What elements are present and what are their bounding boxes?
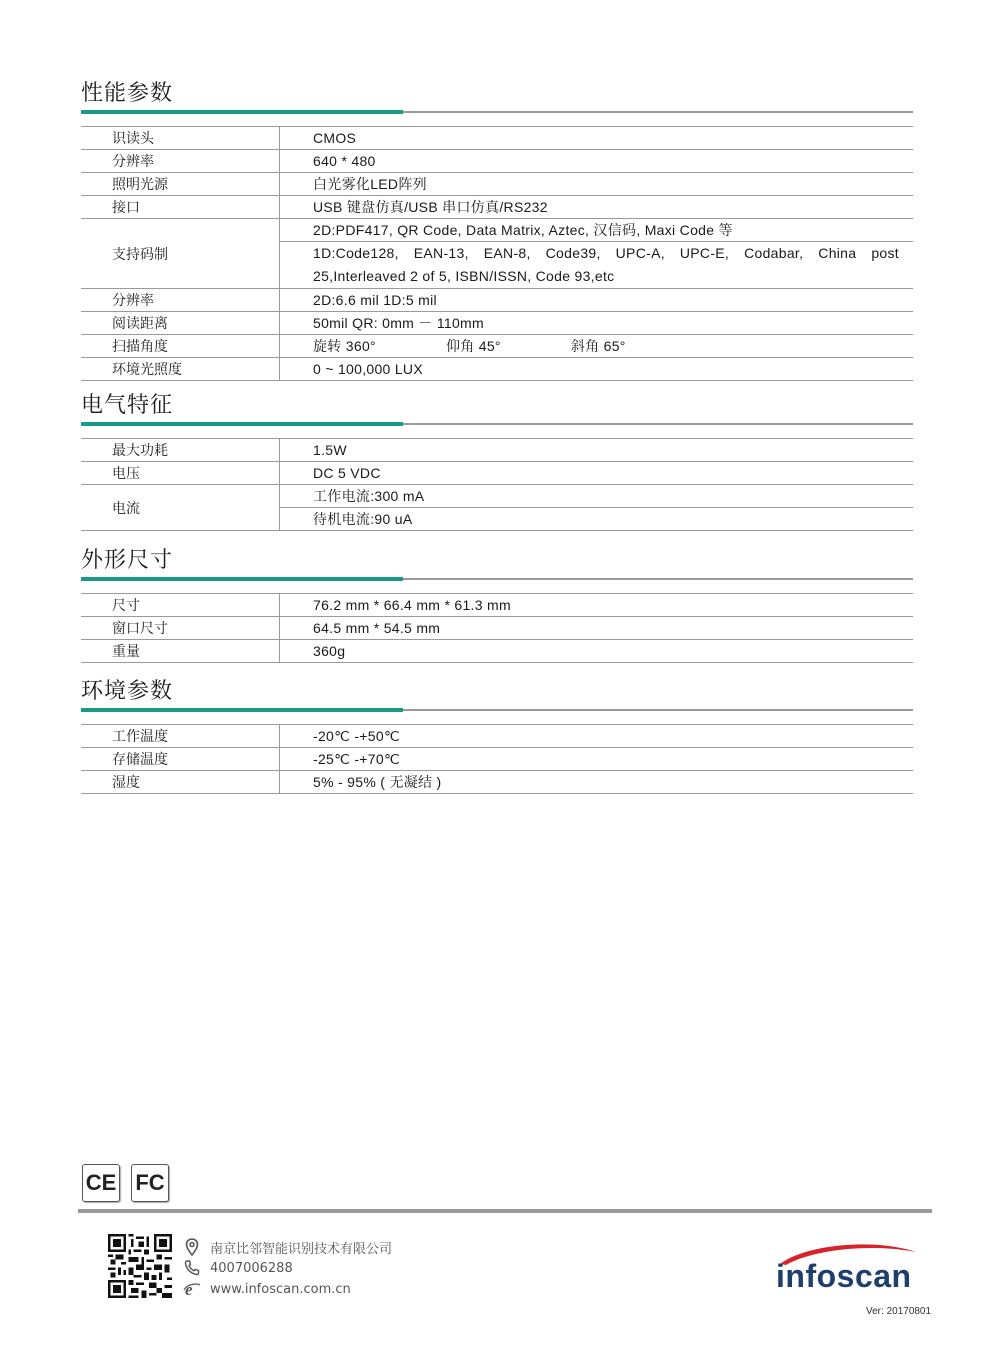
spec-value: 0 ~ 100,000 LUX	[280, 358, 914, 381]
table-row	[81, 150, 913, 173]
phone-line	[182, 1258, 293, 1278]
spec-key: 环境光照度	[81, 358, 280, 381]
spec-value: 白光雾化LED阵列	[280, 173, 914, 196]
infoscan-logo	[776, 1240, 942, 1300]
spec-value: 50mil QR: 0mm － 110mm	[280, 312, 914, 335]
spec-key: 重量	[81, 640, 280, 663]
table-row	[81, 289, 913, 312]
scan-rotation: 旋转 360°	[313, 338, 376, 354]
performance-title: 性能参数	[81, 81, 174, 106]
location-pin-icon	[182, 1237, 202, 1257]
version-label: Ver: 20170801	[866, 1306, 932, 1317]
table-row	[81, 748, 913, 771]
section-rule	[81, 110, 913, 114]
section-rule	[81, 708, 913, 712]
spec-value: 1.5W	[280, 439, 914, 462]
spec-key: 扫描角度	[81, 335, 280, 358]
electrical-section	[81, 392, 913, 531]
table-row	[81, 312, 913, 335]
phone-icon	[182, 1258, 202, 1278]
table-row	[81, 358, 913, 381]
spec-key: 支持码制	[81, 219, 280, 289]
table-row	[81, 335, 913, 358]
spec-value: USB 键盘仿真/USB 串口仿真/RS232	[280, 196, 914, 219]
brand-name: infoscan	[776, 1258, 912, 1294]
spec-value-line: 1D:Code128, EAN-13, EAN-8, Code39, UPC-A, UPC-E, Codabar, China post	[313, 245, 899, 261]
spec-value: -25℃ -+70℃	[280, 748, 914, 771]
web-icon	[182, 1279, 202, 1299]
spec-value: 76.2 mm * 66.4 mm * 61.3 mm	[280, 594, 914, 617]
spec-key: 阅读距离	[81, 312, 280, 335]
table-row	[81, 219, 913, 242]
spec-value-line: 25,Interleaved 2 of 5, ISBN/ISSN, Code 93,etc	[313, 268, 615, 284]
spec-key: 工作温度	[81, 725, 280, 748]
spec-key: 电流	[81, 485, 280, 531]
table-row	[81, 173, 913, 196]
table-row	[81, 462, 913, 485]
section-rule	[81, 577, 913, 581]
spec-value: CMOS	[280, 127, 914, 150]
dimensions-section	[81, 547, 913, 663]
table-row	[81, 640, 913, 663]
environment-section	[81, 678, 913, 794]
spec-value: 2D:6.6 mil 1D:5 mil	[280, 289, 914, 312]
section-rule	[81, 422, 913, 426]
spec-value: 640 * 480	[280, 150, 914, 173]
spec-value-1d	[280, 242, 914, 289]
table-row	[81, 594, 913, 617]
ce-mark: CE	[82, 1164, 120, 1202]
qr-code	[108, 1234, 172, 1298]
spec-key: 湿度	[81, 771, 280, 794]
spec-value	[280, 335, 914, 358]
table-row	[81, 196, 913, 219]
dimensions-table	[81, 593, 913, 663]
spec-key: 最大功耗	[81, 439, 280, 462]
spec-key: 尺寸	[81, 594, 280, 617]
phone-number: 4007006288	[210, 1260, 293, 1276]
table-row	[81, 485, 913, 508]
spec-value: DC 5 VDC	[280, 462, 914, 485]
electrical-table	[81, 438, 913, 531]
dimensions-title: 外形尺寸	[81, 548, 174, 573]
table-row	[81, 771, 913, 794]
svg-text:e: e	[185, 1280, 193, 1298]
spec-value: 5% - 95% ( 无凝结 )	[280, 771, 914, 794]
performance-section	[81, 80, 913, 381]
table-row	[81, 439, 913, 462]
company-name: 南京比邻智能识别技术有限公司	[210, 1241, 393, 1257]
spec-key: 接口	[81, 196, 280, 219]
performance-table	[81, 126, 913, 381]
spec-value: -20℃ -+50℃	[280, 725, 914, 748]
environment-table	[81, 724, 913, 794]
table-row	[81, 127, 913, 150]
website-line	[182, 1279, 351, 1299]
spec-value: 360g	[280, 640, 914, 663]
spec-key: 分辨率	[81, 289, 280, 312]
footer-rule	[78, 1209, 932, 1213]
spec-value: 64.5 mm * 54.5 mm	[280, 617, 914, 640]
spec-value: 待机电流:90 uA	[280, 508, 914, 531]
spec-key: 识读头	[81, 127, 280, 150]
electrical-title: 电气特征	[81, 393, 174, 418]
company-line	[182, 1237, 392, 1257]
spec-value: 工作电流:300 mA	[280, 485, 914, 508]
table-row	[81, 725, 913, 748]
fcc-mark: FC	[131, 1164, 169, 1202]
environment-title: 环境参数	[81, 679, 174, 704]
spec-key: 存储温度	[81, 748, 280, 771]
scan-pitch: 仰角 45°	[445, 338, 501, 354]
spec-value: 2D:PDF417, QR Code, Data Matrix, Aztec, 汉信码, Maxi Code 等	[280, 219, 914, 242]
spec-key: 照明光源	[81, 173, 280, 196]
website: www.infoscan.com.cn	[210, 1281, 351, 1297]
spec-key: 分辨率	[81, 150, 280, 173]
spec-key: 电压	[81, 462, 280, 485]
scan-skew: 斜角 65°	[570, 338, 626, 354]
spec-key: 窗口尺寸	[81, 617, 280, 640]
table-row	[81, 617, 913, 640]
